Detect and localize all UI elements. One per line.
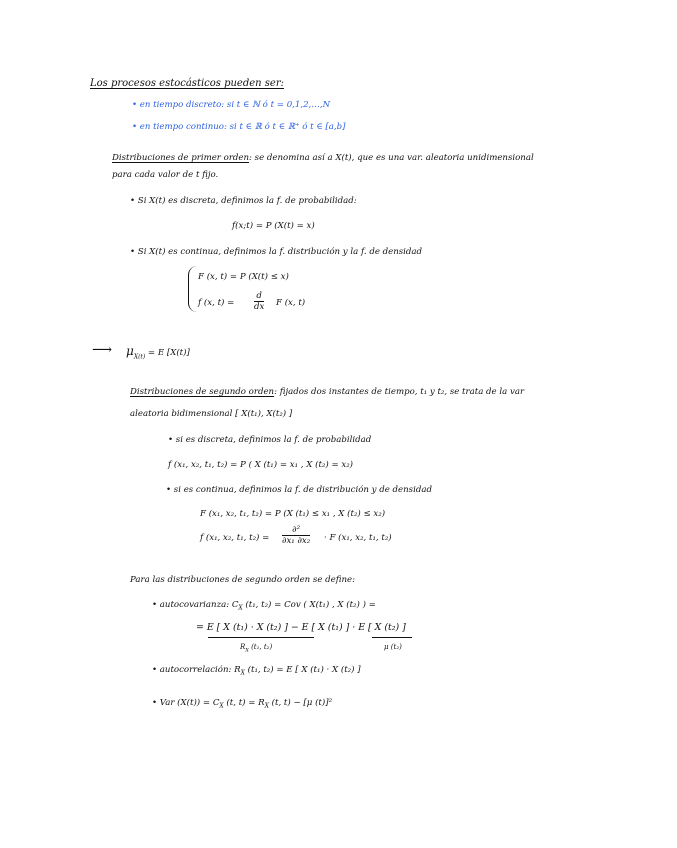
underbrace-mu: [372, 637, 412, 638]
discrete-time-line: • en tiempo discreto: si t ∈ ℕ ó t = 0,1,2,…,N: [132, 100, 331, 110]
F-definition: F (x, t) = P (X(t) ≤ x): [198, 272, 289, 282]
underbrace-R: [208, 637, 314, 638]
label-mu: μ (t₂): [384, 643, 402, 651]
so-F-definition: F (x₁, x₂, t₁, t₂) = P (X (t₁) ≤ x₁ , X (t₂) ≤ x₂): [200, 509, 386, 519]
so-f-fraction: ∂² ∂x₁ ∂x₂: [282, 525, 311, 546]
continuous-time-line: • en tiempo continuo: si t ∈ ℝ ó t ∈ ℝ⁺ ó t ∈ [a,b]: [132, 122, 346, 132]
label-R: $R_X$ (t₁, t₂): [240, 643, 273, 654]
f-definition-right: F (x, t): [276, 298, 306, 308]
variance-line: • Var $(X(t)) = C_X$ (t, $t) = R_X$ (t, t) − [μ (t)]²: [152, 698, 333, 710]
autocovariance-expansion: = E [ X (t₁) · X (t₂) ] − E [ X (t₁) ] · E [ X (t₂) ]: [196, 622, 406, 633]
autocorrelation-line: • autocorrelación: $R_X$ (t₁, t₂) = E [ X (t₁) · X (t₂) ]: [152, 665, 361, 677]
first-order-text2: para cada valor de t fijo.: [112, 170, 219, 180]
second-order-text2: aleatoria bidimensional [ X(t₁), X(t₂) ]: [130, 409, 293, 419]
so-f-right: · F (x₁, x₂, t₁, t₂): [324, 533, 392, 543]
autocovariance-line: • autocovarianza: $C_X$ (t₁, t₂) = Cov ( X(t₁) , X (t₂) ) =: [152, 600, 376, 612]
f-definition-left: f (x, t) =: [198, 298, 235, 308]
title: Los procesos estocásticos pueden ser:: [90, 78, 284, 89]
arrow-icon: ⟶: [92, 342, 113, 358]
so-discrete: • si es discreta, definimos la f. de probabilidad: [168, 435, 372, 445]
so-f-left: f (x₁, x₂, t₁, t₂) =: [200, 533, 270, 543]
discrete-case: • Si X(t) es discreta, definimos la f. de probabilidad:: [130, 196, 357, 206]
second-order-text: : fijados dos instantes de tiempo, t₁ y t₂, se trata de la var: [274, 387, 525, 397]
first-order-text: : se denomina así a X(t), que es una var. aleatoria unidimensional: [249, 153, 534, 163]
first-order-heading: Distribuciones de primer orden: [112, 153, 250, 163]
second-order-heading: Distribuciones de segundo orden: [130, 387, 275, 397]
mean-line: $\mu_{X(t)} = E$ [X(t)]: [126, 344, 190, 361]
first-order-line: [112, 153, 534, 164]
continuous-case: • Si X(t) es continua, definimos la f. distribución y la f. de densidad: [130, 247, 423, 257]
so-discrete-formula: f (x₁, x₂, t₁, t₂) = P ( X (t₁) = x₁ , X (t₂) = x₂): [168, 460, 354, 470]
f-definition-fraction: $\frac{d}{dx}$: [254, 291, 265, 312]
discrete-formula: f(x;t) = P (X(t) = x): [232, 221, 315, 231]
defs-intro: Para las distribuciones de segundo orden se define:: [130, 575, 355, 585]
brace: [188, 266, 197, 312]
so-continuous: • si es continua, definimos la f. de distribución y de densidad: [166, 485, 432, 495]
second-order-line: [130, 387, 524, 398]
